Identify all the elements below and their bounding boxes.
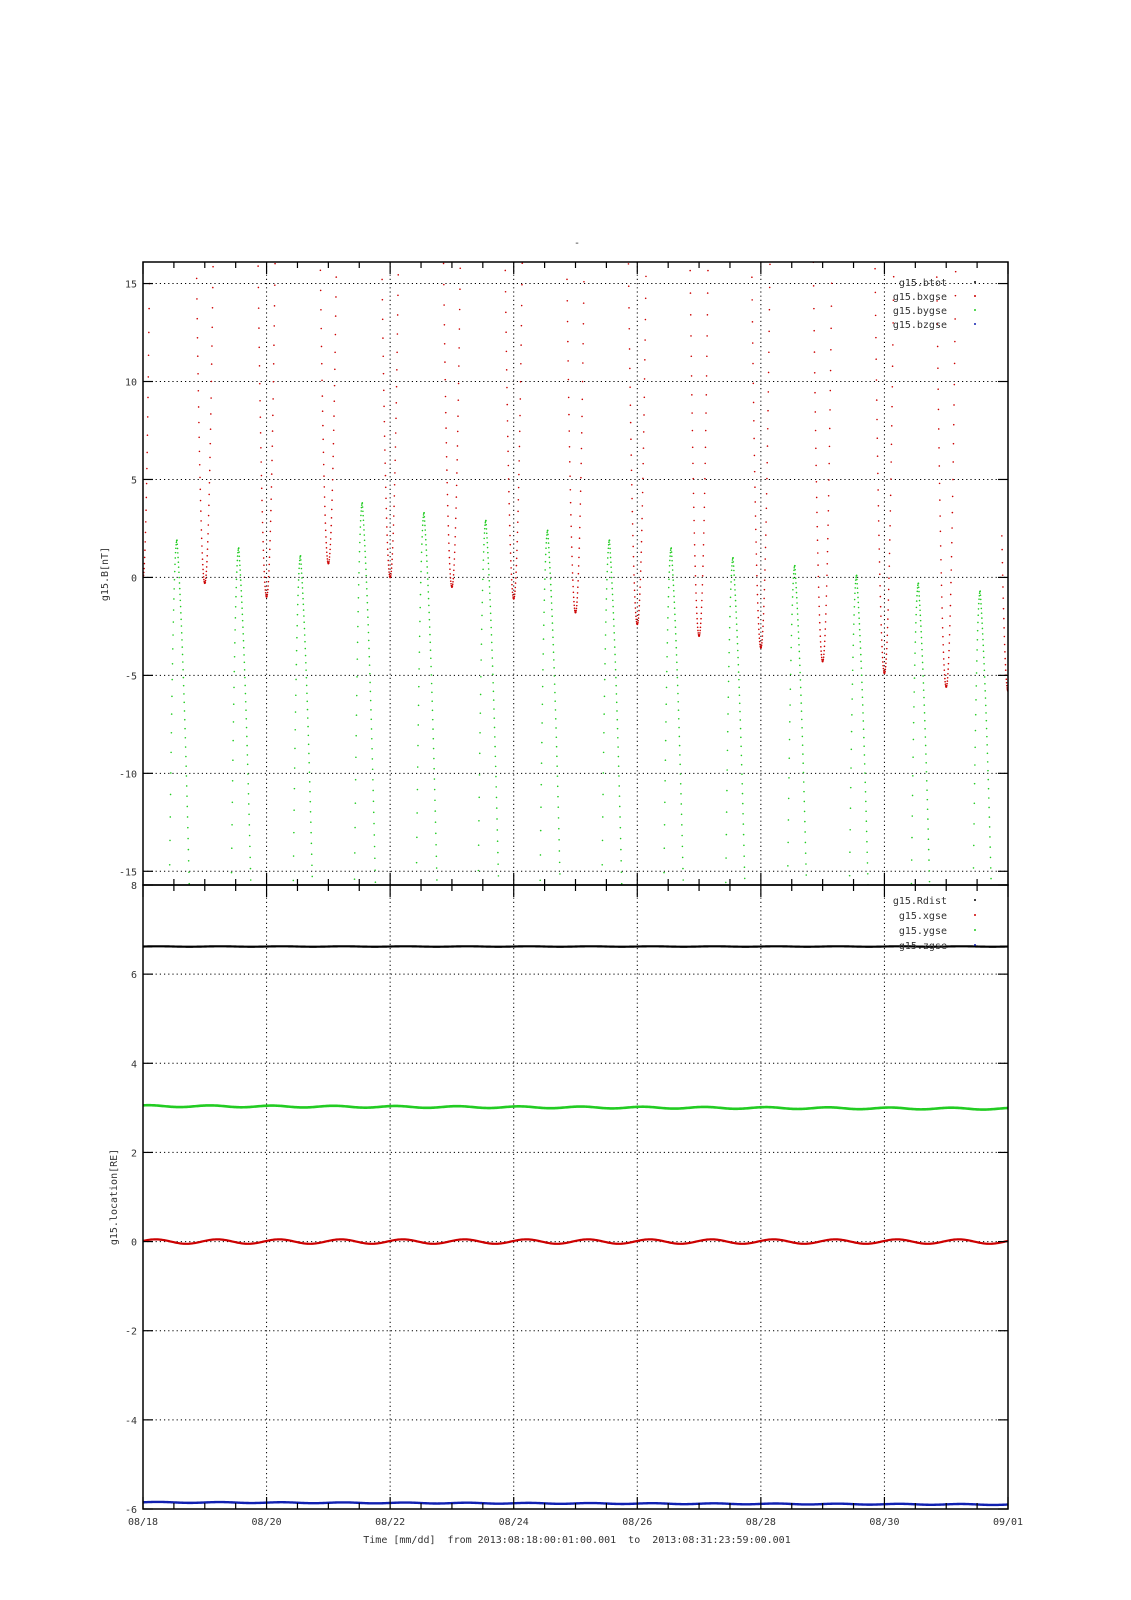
bottom-ytick-label: 8 [130,881,137,892]
bottom-ytick-label: -6 [124,1505,137,1516]
top-panel-grid [143,262,1008,885]
x-tick-label: 08/18 [127,1517,159,1528]
legend-marker [974,944,976,946]
series-bygse [168,502,1003,1415]
x-tick-label: 08/20 [251,1517,282,1528]
bottom-ytick-label: -4 [124,1415,137,1427]
legend-label-rdist: g15.Rdist [892,896,947,907]
panel-location [109,881,1008,1516]
bottom-panel-ticks [143,885,1008,1509]
series-bxgse [142,256,1009,691]
top-ytick-label: 10 [124,377,137,389]
bottom-panel-data [143,946,1008,1505]
legend-label-bzgse: g15.bzgse [892,320,947,331]
x-axis-label: Time [mm/dd] from 2013:08:18:00:01:00.001 to 2013:08:31:23:59:00.001 [363,1535,791,1546]
x-tick-label: 08/30 [869,1517,900,1528]
series-xgse [143,1239,1008,1243]
top-y-axis-label: g15.B[nT] [100,546,111,602]
top-ytick-label: 0 [130,573,137,585]
legend-marker [974,295,976,297]
top-panel-ytick-labels [119,280,137,879]
legend-label-ygse: g15.ygse [898,926,947,937]
bottom-panel-grid [143,885,1008,1509]
legend-label-btot: g15.btot [898,278,947,289]
bottom-panel-ytick-labels [125,881,137,1516]
series-ygse [143,1105,1008,1109]
top-ytick-label: 15 [124,279,137,291]
bottom-ytick-label: 2 [130,1148,137,1160]
figure-title: - [573,238,581,249]
legend-label-bygse: g15.bygse [892,306,947,317]
legend-marker [974,929,976,931]
bottom-ytick-label: -2 [124,1326,137,1338]
top-legend [893,278,976,331]
legend-marker [974,914,976,916]
bottom-series-group [143,946,1008,1505]
legend-marker [974,309,976,311]
legend-marker [974,281,976,283]
legend-label-bxgse: g15.bxgse [892,292,947,303]
x-tick-label: 08/28 [745,1517,776,1528]
top-ytick-label: -5 [124,671,137,683]
x-tick-label: 09/01 [992,1517,1024,1528]
legend-label-zgse: g15.zgse [898,941,947,952]
bottom-ytick-label: 4 [130,1059,137,1071]
legend-label-xgse: g15.xgse [898,911,947,922]
x-tick-label: 08/26 [622,1517,653,1528]
bottom-legend [893,896,976,952]
top-ytick-label: -15 [118,867,137,879]
x-axis-tick-labels [128,1517,1023,1528]
x-tick-label: 08/22 [375,1517,406,1528]
bottom-ytick-label: 6 [130,970,137,982]
bottom-ytick-label: 0 [130,1237,137,1249]
top-ytick-label: -10 [118,769,137,781]
top-panel-frame [143,262,1008,885]
legend-marker [974,899,976,901]
bottom-panel-frame [143,885,1008,1509]
top-panel-ticks [143,262,1008,885]
legend-marker [974,323,976,325]
x-tick-label: 08/24 [498,1517,529,1528]
bottom-y-axis-label: g15.location[RE] [109,1148,120,1246]
top-ytick-label: 5 [130,475,137,487]
